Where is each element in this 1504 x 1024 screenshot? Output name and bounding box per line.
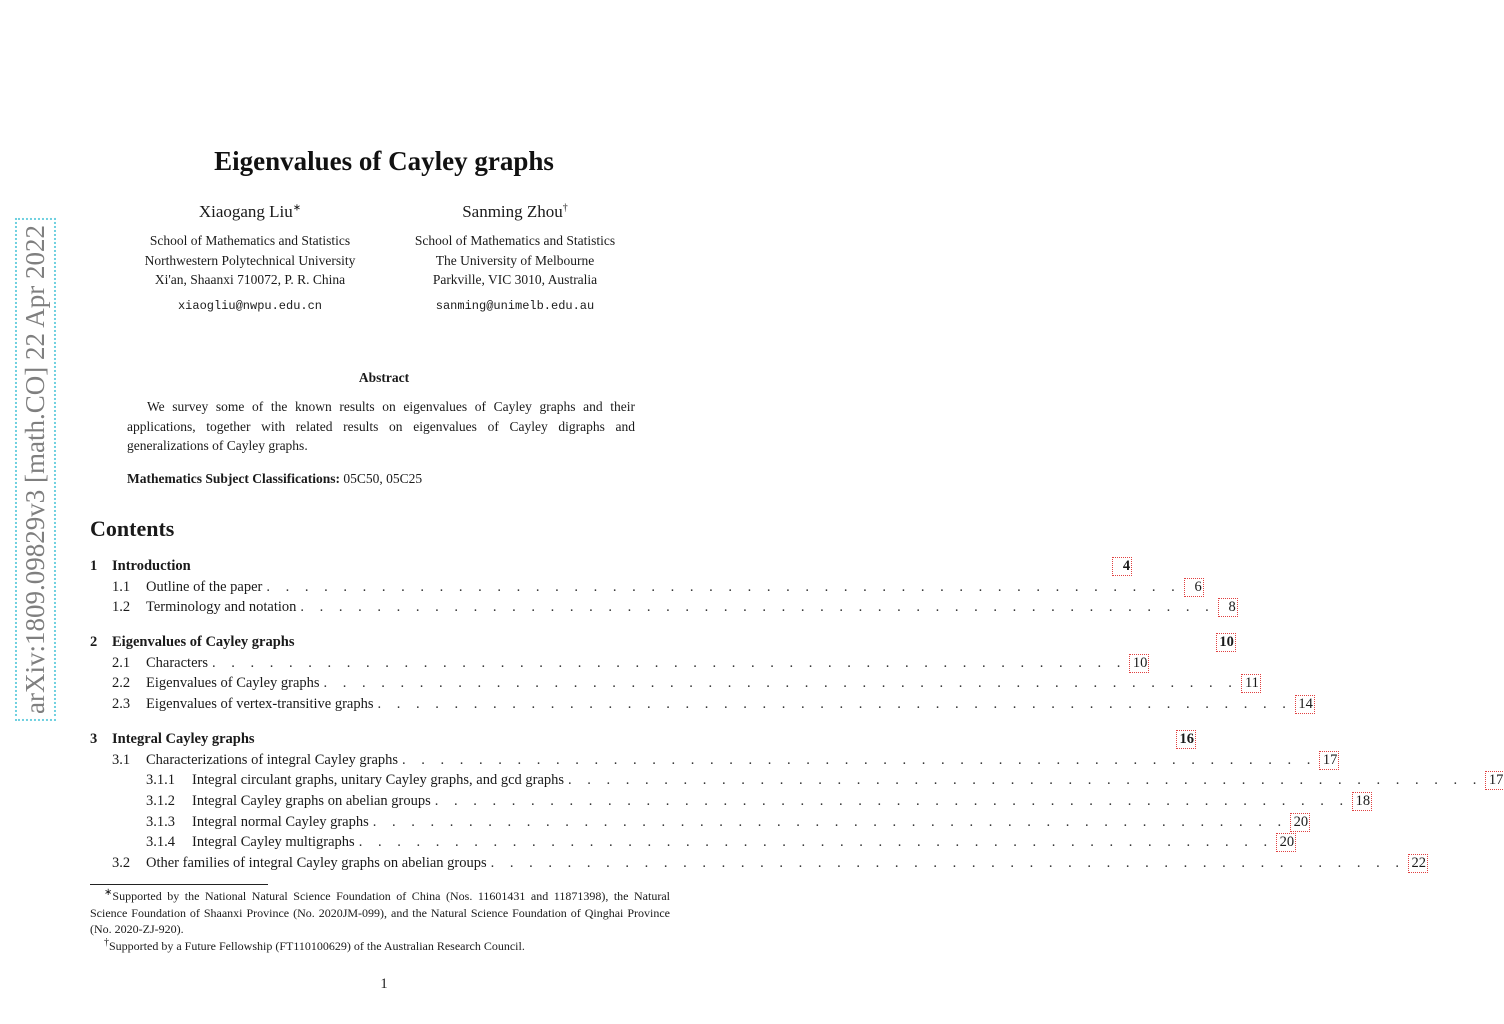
toc-number: 3.1.1	[146, 772, 175, 789]
toc-title[interactable]: Eigenvalues of Cayley graphs	[146, 675, 320, 692]
affiliation-line: Xi'an, Shaanxi 710072, P. R. China	[154, 272, 346, 287]
arxiv-stamp[interactable]	[8, 226, 62, 712]
toc-number: 3.2	[112, 854, 131, 871]
toc-entry[interactable]	[90, 772, 1504, 793]
toc-page-link[interactable]: 14	[1296, 696, 1314, 713]
toc-leader: . . . . . . . . . . . . . . . . . . . . . . . . . . . . . . . . . . . . . . . . . . . . . . . .	[434, 792, 1350, 809]
affiliation-line: Parkville, VIC 3010, Australia	[432, 272, 598, 287]
author-block-2	[370, 202, 660, 313]
toc-entry[interactable]	[90, 634, 1234, 655]
toc-number: 3.1	[112, 751, 131, 768]
abstract-heading: Abstract	[358, 370, 410, 385]
toc-leader: . . . . . . . . . . . . . . . . . . . . . . . . . . . . . . . . . . . . . . . . . . . . . . . .	[402, 751, 1317, 768]
msc-codes: 05C50, 05C25	[343, 471, 423, 486]
affiliation-line: The University of Melbourne	[435, 252, 595, 268]
toc-leader: . . . . . . . . . . . . . . . . . . . . . . . . . . . . . . . . . . . . . . . . . . . . . . . .	[266, 578, 1181, 595]
affiliation-line: Northwestern Polytechnical University	[144, 252, 356, 268]
toc-number: 3	[90, 730, 98, 747]
contents-heading: Contents	[90, 516, 175, 541]
toc-page-link[interactable]: 16	[1177, 731, 1195, 748]
msc-label: Mathematics Subject Classifications:	[127, 471, 340, 486]
page-number: 1	[380, 976, 388, 992]
author-email[interactable]: sanming@unimelb.edu.au	[435, 298, 595, 313]
footnote-text: Supported by a Future Fellowship (FT110100629) of the Australian Research Council.	[109, 938, 525, 953]
toc-page-link[interactable]: 18	[1353, 793, 1371, 810]
arxiv-stamp-text[interactable]: arXiv:1809.09829v3 [math.CO] 22 Apr 2022	[19, 224, 50, 714]
paper-title: Eigenvalues of Cayley graphs	[214, 146, 554, 176]
toc-entry[interactable]	[90, 599, 1236, 620]
toc-entry[interactable]	[90, 751, 1338, 773]
toc-title[interactable]: Outline of the paper	[146, 578, 263, 595]
toc-entry[interactable]	[90, 675, 1259, 696]
author-block-1	[105, 202, 395, 313]
abstract-text: We survey some of the known results on eigenvalues of Cayley graphs and their applications, together with related results on eigenvalues of Cayley digraphs and generalizations of Cayley graphs.	[127, 399, 635, 453]
toc-page-link[interactable]: 6	[1185, 579, 1203, 596]
toc-page-link[interactable]: 11	[1242, 675, 1260, 692]
table-of-contents	[90, 558, 1504, 876]
toc-number: 2	[90, 634, 98, 651]
toc-page-link[interactable]: 4	[1113, 558, 1131, 575]
author-email[interactable]: xiaogliu@nwpu.edu.cn	[177, 298, 323, 313]
toc-page-link[interactable]: 10	[1217, 634, 1235, 651]
toc-page-link[interactable]: 20	[1277, 834, 1295, 851]
toc-number: 3.1.2	[146, 792, 175, 809]
msc-line	[127, 471, 422, 487]
toc-title[interactable]: Integral Cayley graphs on abelian groups	[192, 792, 431, 809]
toc-entry[interactable]	[90, 834, 1295, 855]
footnote-mark[interactable]: †	[562, 202, 568, 214]
toc-title[interactable]: Characters	[146, 654, 208, 671]
toc-title[interactable]: Integral Cayley graphs	[112, 730, 255, 747]
toc-number: 1.1	[112, 578, 131, 595]
affiliation-line: School of Mathematics and Statistics	[414, 233, 616, 248]
footnote-text: Supported by the National Natural Science Foundation of China (Nos. 11601431 and 11871398), the Natural Science Foundation of Shaanxi Province (No. 2020JM-099), and the Natural Science Foundation of Qinghai Province (No. 2020-ZJ-920).	[90, 889, 670, 936]
toc-page-link[interactable]: 17	[1320, 752, 1338, 769]
toc-leader: . . . . . . . . . . . . . . . . . . . . . . . . . . . . . . . . . . . . . . . . . . . . . . . .	[568, 772, 1483, 789]
toc-entry[interactable]	[90, 654, 1148, 676]
toc-page-link[interactable]: 8	[1219, 599, 1237, 616]
toc-entry[interactable]	[90, 792, 1371, 814]
toc-number: 3.1.4	[146, 834, 175, 851]
toc-number: 2.1	[112, 654, 131, 671]
toc-title[interactable]: Integral circulant graphs, unitary Cayley graphs, and gcd graphs	[192, 772, 565, 789]
footnote	[90, 888, 670, 938]
toc-page-link[interactable]: 10	[1130, 655, 1148, 672]
toc-leader: . . . . . . . . . . . . . . . . . . . . . . . . . . . . . . . . . . . . . . . . . . . . . . . .	[490, 854, 1406, 871]
toc-page-link[interactable]: 22	[1409, 855, 1427, 872]
toc-leader: . . . . . . . . . . . . . . . . . . . . . . . . . . . . . . . . . . . . . . . . . . . . . . . .	[300, 599, 1215, 616]
toc-title[interactable]: Eigenvalues of vertex-transitive graphs	[146, 696, 374, 713]
toc-number: 1	[90, 558, 98, 574]
toc-title[interactable]: Other families of integral Cayley graphs on abelian groups	[146, 854, 487, 871]
footnote-mark: ∗	[104, 887, 113, 898]
footnote	[90, 938, 670, 955]
toc-entry[interactable]	[90, 730, 1194, 752]
toc-number: 2.2	[112, 675, 131, 692]
toc-entry[interactable]	[90, 696, 1313, 717]
footnote-mark[interactable]: ∗	[292, 202, 302, 214]
footnote-mark: †	[104, 936, 109, 948]
toc-entry[interactable]	[90, 813, 1309, 835]
affiliation-line: School of Mathematics and Statistics	[149, 233, 351, 248]
toc-title[interactable]: Integral normal Cayley graphs	[192, 813, 369, 830]
toc-title[interactable]: Terminology and notation	[146, 599, 297, 616]
toc-entry[interactable]	[90, 558, 1131, 579]
toc-title[interactable]: Characterizations of integral Cayley graphs	[146, 751, 399, 768]
toc-title[interactable]: Introduction	[112, 558, 191, 574]
toc-number: 2.3	[112, 696, 131, 713]
footnotes	[90, 888, 670, 954]
toc-title[interactable]: Integral Cayley multigraphs	[192, 834, 355, 851]
footnote-rule	[90, 884, 268, 885]
toc-page-link[interactable]: 17	[1486, 772, 1504, 789]
toc-page-link[interactable]: 20	[1291, 814, 1309, 831]
toc-leader: . . . . . . . . . . . . . . . . . . . . . . . . . . . . . . . . . . . . . . . . . . . . . . . .	[372, 813, 1288, 830]
toc-number: 3.1.3	[146, 813, 175, 830]
toc-leader: . . . . . . . . . . . . . . . . . . . . . . . . . . . . . . . . . . . . . . . . . . . . . . . .	[212, 654, 1127, 671]
author-name: Sanming Zhou†	[462, 202, 568, 221]
toc-leader: . . . . . . . . . . . . . . . . . . . . . . . . . . . . . . . . . . . . . . . . . . . . . . . .	[377, 696, 1292, 713]
toc-entry[interactable]	[90, 854, 1427, 876]
toc-number: 1.2	[112, 599, 131, 616]
author-name: Xiaogang Liu∗	[198, 202, 302, 221]
toc-leader: . . . . . . . . . . . . . . . . . . . . . . . . . . . . . . . . . . . . . . . . . . . . . . . .	[358, 834, 1274, 851]
toc-entry[interactable]	[90, 578, 1202, 600]
toc-leader: . . . . . . . . . . . . . . . . . . . . . . . . . . . . . . . . . . . . . . . . . . . . . . . .	[323, 675, 1238, 692]
toc-title[interactable]: Eigenvalues of Cayley graphs	[112, 634, 295, 651]
